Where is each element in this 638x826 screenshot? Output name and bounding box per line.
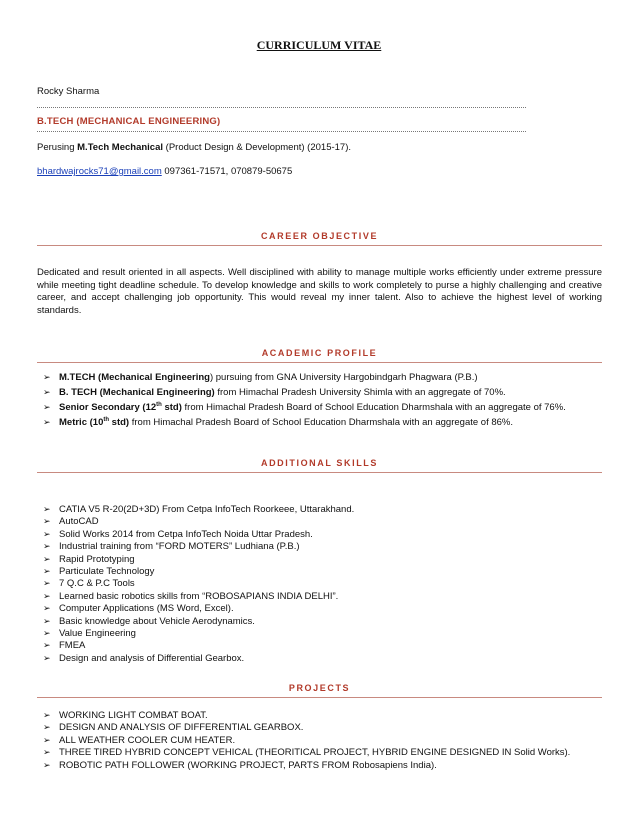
academic-item [37,387,602,400]
arrow-bullet-icon: ➢ [43,641,51,652]
section-underline [37,245,602,246]
projects-list [37,710,602,772]
section-heading-career: CAREER OBJECTIVE [260,231,379,241]
candidate-name: Rocky Sharma [37,86,100,97]
skill-item: ➢ AutoCAD [43,516,99,528]
arrow-bullet-icon: ➢ [43,653,51,664]
skill-item: ➢ Particulate Technology [43,566,155,578]
project-item: ➢ ALL WEATHER COOLER CUM HEATER. [43,734,236,746]
divider-dotted [37,107,526,108]
arrow-bullet-icon: ➢ [43,542,51,553]
skill-item: ➢ Solid Works 2014 from Cetpa InfoTech Noida Uttar Pradesh. [43,528,313,540]
phone-numbers: 097361-71571, 070879-50675 [161,166,293,177]
section-heading-skills: ADDITIONAL SKILLS [260,458,379,468]
academic-details: from Himachal Pradesh Board of School Education Dharmshala with an aggregate of 76%. [181,402,566,414]
divider-dotted [37,131,526,132]
skill-item: ➢ Value Engineering [43,628,136,640]
academic-qualification: B. TECH (Mechanical Engineering) [59,387,215,399]
academic-item [37,402,602,415]
contact-line [37,166,292,177]
section-underline [37,697,602,698]
section-underline [37,362,602,363]
arrow-bullet-icon: ➢ [43,388,51,399]
arrow-bullet-icon: ➢ [43,567,51,578]
skill-item: ➢ Basic knowledge about Vehicle Aerodynamics. [43,615,255,627]
project-item: ➢ ROBOTIC PATH FOLLOWER (WORKING PROJECT, PARTS FROM Robosapiens India). [43,759,437,771]
skill-item: ➢ CATIA V5 R-20(2D+3D) From Cetpa InfoTech Roorkeee, Uttarakhand. [43,504,355,515]
pursuing-course: M.Tech Mechanical [77,142,164,153]
section-heading-academic: ACADEMIC PROFILE [261,348,378,358]
academic-list [37,372,602,432]
skill-item: ➢ Rapid Prototyping [43,553,135,565]
skill-item: ➢ Computer Applications (MS Word, Excel). [43,603,234,615]
skill-item: ➢ Learned basic robotics skills from “ROBOSAPIANS INDIA DELHI”. [43,590,339,602]
academic-item [37,417,602,430]
skills-list [37,504,602,665]
pursuing-details: (Product Design & Development) (2015-17). [163,142,352,153]
pursuing-line [37,142,351,153]
arrow-bullet-icon: ➢ [43,629,51,640]
academic-qualification: Senior Secondary (12th std) [59,402,182,414]
pursuing-prefix: Perusing [37,142,78,153]
degree-heading: B.TECH (MECHANICAL ENGINEERING) [37,116,221,127]
arrow-bullet-icon: ➢ [43,591,51,602]
arrow-bullet-icon: ➢ [43,711,51,721]
arrow-bullet-icon: ➢ [43,373,51,383]
academic-details: from Himachal Pradesh University Shimla with an aggregate of 70%. [214,387,506,399]
skill-item: ➢ 7 Q.C & P.C Tools [43,578,135,590]
section-underline [37,472,602,473]
document-title: CURRICULUM VITAE [256,38,382,52]
email-link[interactable]: bhardwajrocks71@gmail.com [37,166,162,177]
project-item: ➢ DESIGN AND ANALYSIS OF DIFFERENTIAL GEARBOX. [43,722,304,734]
skill-item: ➢ Design and analysis of Differential Gearbox. [43,652,245,664]
arrow-bullet-icon: ➢ [43,735,51,746]
arrow-bullet-icon: ➢ [43,403,51,414]
arrow-bullet-icon: ➢ [43,748,51,759]
arrow-bullet-icon: ➢ [43,554,51,565]
project-item: ➢ THREE TIRED HYBRID CONCEPT VEHICAL (THEORITICAL PROJECT, HYBRID ENGINE DESIGNED IN Solid Works). [43,747,571,759]
arrow-bullet-icon: ➢ [43,529,51,540]
arrow-bullet-icon: ➢ [43,604,51,615]
project-item: ➢ WORKING LIGHT COMBAT BOAT. [43,710,208,721]
academic-qualification: M.TECH (Mechanical Engineering [59,372,210,383]
academic-qualification: Metric (10th std) [59,417,130,429]
academic-details: ) pursuing from GNA University Hargobindgarh Phagwara (P.B.) [209,372,478,383]
arrow-bullet-icon: ➢ [43,760,51,771]
skill-item: ➢ Industrial training from “FORD MOTERS” Ludhiana (P.B.) [43,541,300,553]
arrow-bullet-icon: ➢ [43,723,51,734]
academic-details: from Himachal Pradesh Board of School Education Dharmshala with an aggregate of 86%. [129,417,513,429]
section-heading-projects: PROJECTS [288,683,351,693]
arrow-bullet-icon: ➢ [43,517,51,528]
career-objective-text: Dedicated and result oriented in all aspects. Well disciplined with ability to manage multiple works efficiently under extreme pressure while meeting tight deadline schedule. To develop knowledge and skills to work completely to purse a highly challenging and creative career, and accept challenging job opportunity. This would reveal my inner talent. Also to achieve the highest level of working standards. [37,267,602,316]
academic-item [37,372,602,385]
arrow-bullet-icon: ➢ [43,505,51,515]
arrow-bullet-icon: ➢ [43,418,51,429]
arrow-bullet-icon: ➢ [43,579,51,590]
arrow-bullet-icon: ➢ [43,616,51,627]
skill-item: ➢ FMEA [43,640,86,652]
